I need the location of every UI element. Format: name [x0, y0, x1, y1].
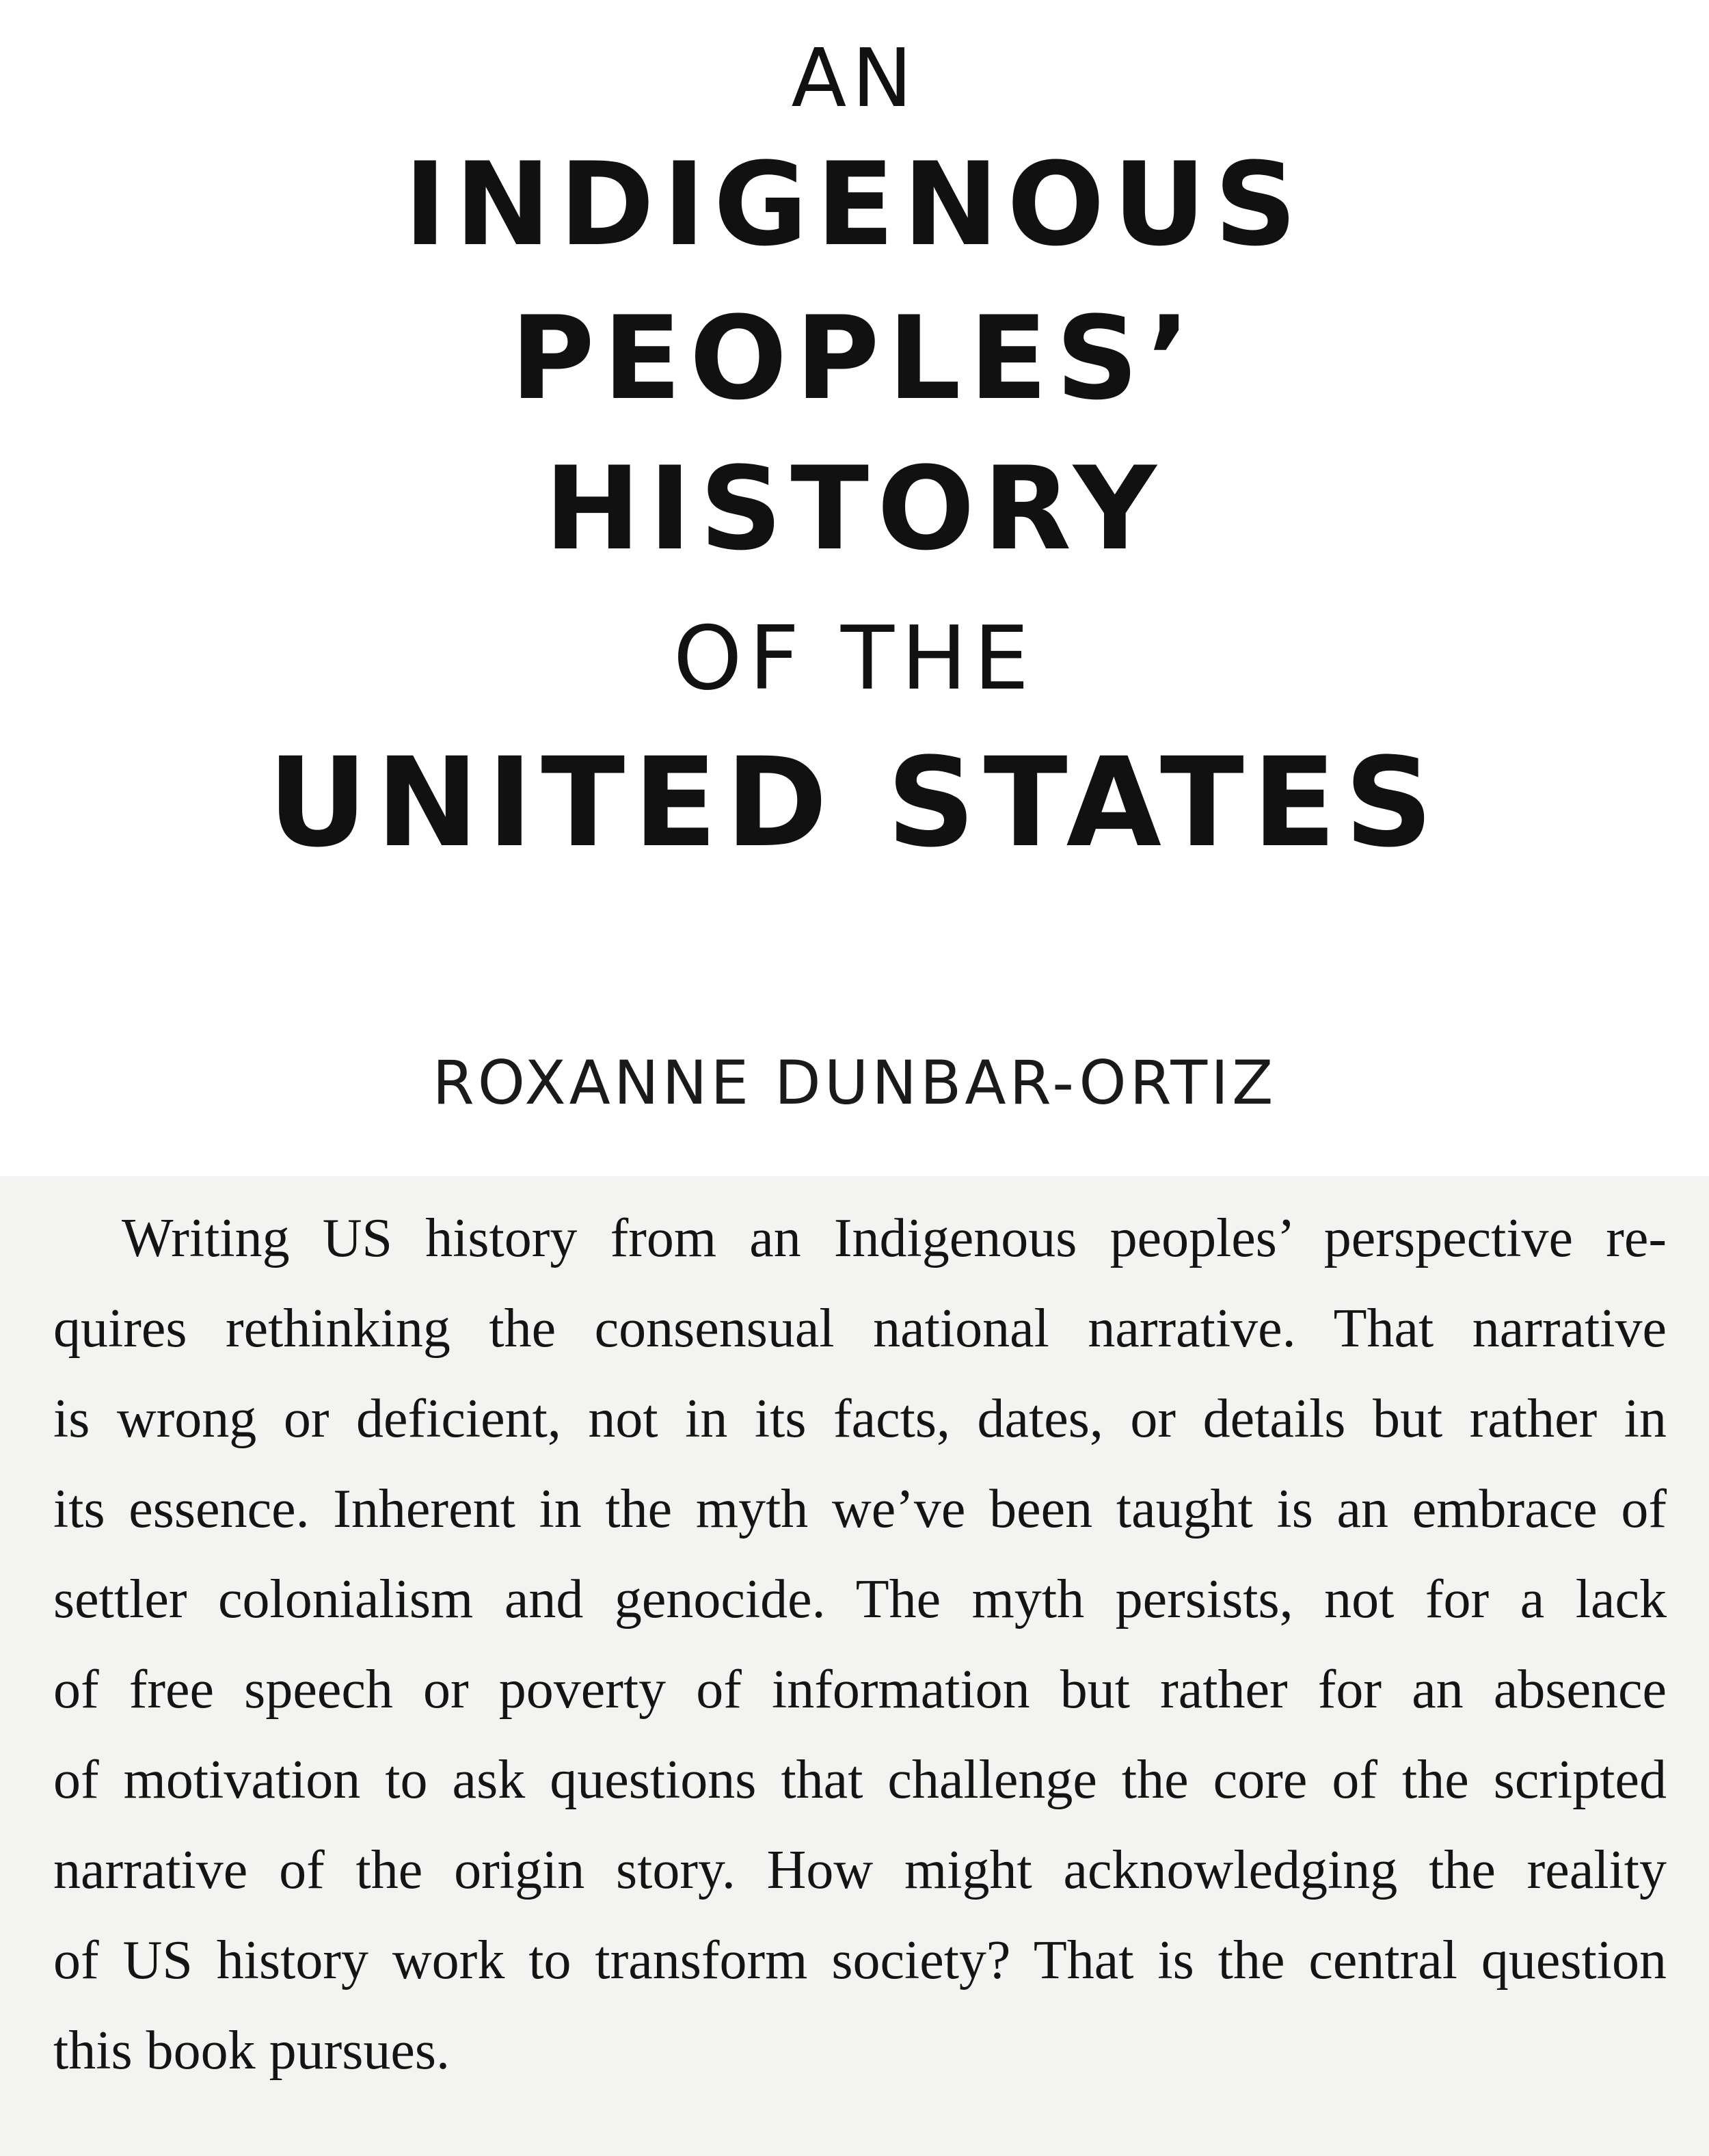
paragraph-line: Writing US history from an Indigenous peoples’ perspective re-: [122, 1208, 1667, 1268]
paragraph-line: its essence. Inherent in the myth we’ve been taught is an embrace of: [53, 1479, 1667, 1539]
paragraph-line: settler colonialism and genocide. The myth persists, not for a lack: [53, 1569, 1667, 1629]
title-line-peoples: PEOPLES’: [510, 291, 1199, 425]
paragraph-line: quires rethinking the consensual national narrative. That narrative: [53, 1299, 1667, 1359]
title-line-united-states: UNITED STATES: [267, 732, 1442, 875]
paragraph-line: this book pursues.: [53, 2021, 450, 2081]
title-line-indigenous: INDIGENOUS: [403, 137, 1306, 271]
paragraph-line: of motivation to ask questions that challenge the core of the scripted: [53, 1750, 1667, 1810]
title-line-an: AN: [791, 31, 918, 125]
author-name: ROXANNE DUNBAR-ORTIZ: [432, 1048, 1277, 1118]
title-line-history: HISTORY: [544, 442, 1165, 576]
title-line-of-the: OF THE: [673, 608, 1036, 710]
paragraph-line: of US history work to transform society? That is the central question: [53, 1930, 1667, 1991]
paragraph-line: narrative of the origin story. How might acknowledging the reality: [53, 1840, 1667, 1900]
paragraph-line: of free speech or poverty of information but rather for an absence: [53, 1660, 1667, 1720]
intro-paragraph: [53, 1193, 1667, 2096]
paragraph-line: is wrong or deficient, not in its facts, dates, or details but rather in: [53, 1389, 1667, 1449]
